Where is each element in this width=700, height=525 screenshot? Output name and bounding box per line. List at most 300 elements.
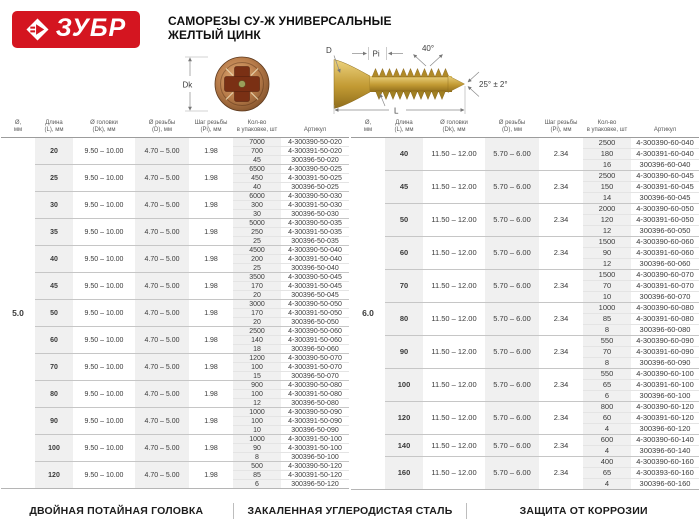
cell-quantity: 25 [233,264,281,273]
cell-article: 4-300390-50-020 [288,138,342,146]
brand-name: ЗУБР [55,14,127,42]
cell-thread-diameter: 5.70 – 6.00 [485,402,539,435]
cell-article: 300396-50-030 [281,210,349,219]
cell-thread-diameter: 4.70 – 5.00 [135,462,189,489]
cell-article: 300396-50-120 [281,480,349,489]
screw-head-top-view [215,57,269,111]
cell-article: 4-300391-50-020 [281,147,349,156]
spec-row [351,402,699,413]
cell-quantity: 12 [583,259,631,270]
cell-article: 4-300390-50-040 [281,246,349,255]
cell-thread-diameter: 5.70 – 6.00 [485,204,539,237]
cell-length: 90 [35,408,73,435]
cell-pitch: 1.98 [189,381,233,408]
cell-pitch: 1.98 [189,462,233,489]
cell-article: 4-300390-60-090 [631,336,699,347]
cell-article: 4-300391-60-080 [631,314,699,325]
cell-article: 4-300390-60-120 [631,402,699,413]
cell-quantity: 1500 [583,237,631,248]
cell-article: 4-300391-50-050 [281,309,349,318]
cell-quantity: 900 [233,381,281,390]
cell-article: 4-300391-50-120 [281,471,349,480]
cell-length: 50 [35,300,73,327]
col-header-length: Длина (L), мм [385,118,423,138]
col-header-length: Длина (L), мм [35,118,73,138]
cell-article: 4-300391-50-070 [281,363,349,372]
cell-quantity: 400 [583,457,631,468]
cell-quantity: 65 [583,380,631,391]
spec-row [351,303,699,314]
cell-article: 4-300390-60-080 [631,303,699,314]
cell-quantity: 6 [233,480,281,489]
cell-quantity: 4500 [233,246,281,255]
cell-quantity: 20 [233,291,281,300]
cell-quantity: 1500 [583,270,631,281]
cell-article: 300396-50-100 [281,453,349,462]
cell-head-diameter: 11.50 – 12.00 [431,149,477,159]
cell-thread-diameter: 4.70 – 5.00 [135,192,189,219]
cell-quantity: 65 [583,468,631,479]
cell-length: 40 [385,138,423,171]
col-header-article: Артикул [281,118,349,138]
cell-article: 4-300391-60-040 [631,149,699,160]
cell-quantity: 200 [233,255,281,264]
cell-head-diameter: 9.50 – 10.00 [73,246,135,273]
col-header-diameter: Ø, мм [1,118,35,138]
cell-article: 300396-50-020 [281,156,349,165]
spec-row [351,270,699,281]
cell-pitch: 1.98 [189,408,233,435]
cell-head-diameter: 9.50 – 10.00 [73,354,135,381]
cell-article: 4-300391-50-045 [281,282,349,291]
cell-head-diameter: 9.50 – 10.00 [73,327,135,354]
spec-row [1,435,349,444]
cell-article: 4-300391-60-100 [631,380,699,391]
cell-thread-diameter: 5.70 – 6.00 [485,138,539,171]
cell-pitch: 1.98 [189,300,233,327]
thread-angle-label: 40° [421,44,435,53]
cell-thread-diameter: 5.70 – 6.00 [485,171,539,204]
cell-quantity: 1000 [233,435,281,444]
cell-article: 4-300391-50-100 [281,435,349,444]
cell-length: 70 [385,270,423,303]
cell-quantity: 6000 [233,192,281,201]
cell-head-diameter: 9.50 – 10.00 [73,192,135,219]
cell-pitch: 1.98 [189,273,233,300]
spec-row [351,369,699,380]
cell-head-diameter: 11.50 – 12.00 [423,171,485,204]
cell-head-diameter: 11.50 – 12.00 [423,270,485,303]
footer-feature-head: ДВОЙНАЯ ПОТАЙНАЯ ГОЛОВКА [29,504,204,517]
cell-article: 4-300390-50-060 [281,327,349,336]
d-label: D [326,46,332,55]
cell-article: 300396-50-070 [281,372,349,381]
cell-length: 70 [35,354,73,381]
cell-quantity: 15 [233,372,281,381]
cell-pitch: 2.34 [539,402,583,435]
footer-feature-corrosion: ЗАЩИТА ОТ КОРРОЗИИ [519,504,648,517]
cell-quantity: 20 [233,318,281,327]
cell-quantity: 170 [233,309,281,318]
cell-head-diameter: 9.50 – 10.00 [73,408,135,435]
cell-thread-diameter: 5.70 – 6.00 [485,369,539,402]
cell-article: 4-300390-50-030 [281,192,349,201]
cell-length: 40 [35,246,73,273]
cell-pitch: 1.98 [189,246,233,273]
col-header-head-diameter: Ø головки (Dk), мм [423,118,485,138]
page-title [168,14,392,42]
cell-pitch: 2.34 [539,204,583,237]
cell-length: 100 [35,435,73,462]
pi-label: Pi [372,49,380,59]
spec-row [351,204,699,215]
cell-head-diameter: 9.50 – 10.00 [73,462,135,489]
cell-quantity: 550 [583,336,631,347]
cell-article: 4-300391-50-035 [281,228,349,237]
cell-article: 4-300390-60-045 [631,171,699,182]
cell-pitch: 2.34 [539,303,583,336]
cell-thread-diameter: 5.70 – 6.00 [485,303,539,336]
cell-article: 4-300390-60-070 [631,270,699,281]
cell-article: 300396-50-050 [281,318,349,327]
cell-length: 45 [385,171,423,204]
cell-article: 4-300390-50-080 [281,381,349,390]
cell-article: 4-300391-60-050 [631,215,699,226]
cell-quantity: 25 [233,237,281,246]
col-header-diameter: Ø, мм [351,118,385,138]
cell-article: 300396-50-040 [281,264,349,273]
cell-article: 4-300391-60-120 [631,413,699,424]
cell-head-diameter: 11.50 – 12.00 [423,435,485,457]
cell-quantity: 600 [583,435,631,446]
cell-thread-diameter: 4.70 – 5.00 [135,138,189,165]
cell-article: 300396-60-045 [631,193,699,204]
cell-quantity: 1000 [583,303,631,314]
spec-row [1,300,349,309]
technical-drawing [182,40,518,120]
cell-length: 140 [385,435,423,457]
cell-article: 4-300390-60-140 [631,435,699,446]
cell-thread-diameter: 4.70 – 5.00 [135,165,189,192]
pitch-dimension [352,47,403,60]
cell-quantity: 85 [583,314,631,325]
cell-head-diameter: 9.50 – 10.00 [84,147,124,155]
dk-label: Dk [182,80,193,90]
cell-pitch: 2.34 [539,435,583,457]
cell-article: 4-300390-60-060 [631,237,699,248]
cell-quantity: 2500 [583,138,631,149]
cell-article: 300396-60-140 [631,446,699,457]
cell-article: 300396-60-050 [631,226,699,237]
spec-row [351,336,699,347]
cell-pitch: 2.34 [539,171,583,204]
cell-thread-diameter: 5.70 – 6.00 [485,336,539,369]
page-title-line2: ЖЕЛТЫЙ ЦИНК [168,28,261,42]
cell-length: 35 [35,219,73,246]
cell-thread-diameter: 4.70 – 5.00 [135,435,189,462]
cell-thread-diameter: 5.70 – 6.00 [485,237,539,270]
cell-quantity: 8 [233,453,281,462]
cell-length: 80 [35,381,73,408]
cell-article: 300396-50-080 [281,399,349,408]
cell-quantity: 90 [583,248,631,259]
cell-quantity: 7000 [233,138,281,147]
cell-quantity: 150 [583,182,631,193]
spec-row [1,381,349,390]
cell-article: 4-300390-60-100 [631,369,699,380]
cell-length: 60 [385,237,423,270]
cell-quantity: 1200 [233,354,281,363]
cell-quantity: 2500 [583,171,631,182]
spec-row [1,408,349,417]
cell-head-diameter: 11.50 – 12.00 [423,204,485,237]
cell-quantity: 6500 [233,165,281,174]
cell-quantity: 500 [233,462,281,471]
cell-length: 90 [385,336,423,369]
cell-quantity: 5000 [233,219,281,228]
cell-article: 4-300390-60-040 [636,138,694,148]
cell-quantity: 1000 [233,408,281,417]
cell-head-diameter: 11.50 – 12.00 [423,237,485,270]
head-diameter-dimension [183,57,209,111]
spec-row [1,192,349,201]
zubr-arrow-icon [26,18,49,41]
cell-thread-diameter: 4.70 – 5.00 [135,300,189,327]
cell-quantity: 100 [233,363,281,372]
brand-logo [12,11,140,48]
cell-pitch: 2.34 [539,457,583,490]
cell-article: 4-300391-60-045 [631,182,699,193]
spec-row [351,237,699,248]
cell-quantity: 100 [233,417,281,426]
cell-article: 300396-50-090 [281,426,349,435]
spec-table-6mm [351,118,699,490]
cell-thread-diameter: 4.70 – 5.00 [135,408,189,435]
cell-head-diameter: 11.50 – 12.00 [423,336,485,369]
spec-row [1,327,349,336]
spec-row [351,457,699,468]
spec-row [351,138,699,149]
cell-length: 80 [385,303,423,336]
cell-quantity: 8 [583,358,631,369]
cell-quantity: 70 [583,281,631,292]
cell-head-diameter: 9.50 – 10.00 [73,300,135,327]
cell-quantity: 2000 [583,204,631,215]
cell-article: 4-300390-50-025 [281,165,349,174]
cell-length: 45 [35,273,73,300]
cell-article: 300396-60-100 [631,391,699,402]
cell-quantity: 12 [233,399,281,408]
col-header-thread-diameter: Ø резьбы (D), мм [485,118,539,138]
cell-thread-diameter: 4.70 – 5.00 [135,381,189,408]
cell-pitch: 1.98 [189,354,233,381]
cell-article: 300396-50-035 [281,237,349,246]
cell-quantity: 700 [233,147,281,156]
col-header-pitch: Шаг резьбы (Pi), мм [189,118,233,138]
cell-article: 300396-60-160 [631,479,699,490]
cell-length: 50 [385,204,423,237]
thread-angle-dimension [414,44,443,66]
spec-row [1,354,349,363]
cell-article: 4-300390-50-050 [281,300,349,309]
cell-quantity: 40 [233,183,281,192]
cell-article: 4-300390-50-120 [281,462,349,471]
cell-thread-diameter: 4.70 – 5.00 [135,273,189,300]
cell-pitch: 1.98 [189,219,233,246]
cell-quantity: 180 [583,149,631,160]
cell-article: 300396-60-060 [631,259,699,270]
cell-quantity: 120 [583,215,631,226]
spec-row [351,435,699,446]
cell-quantity: 800 [583,402,631,413]
cell-length: 20 [35,138,73,165]
cell-article: 4-300390-60-050 [631,204,699,215]
cell-article: 300396-60-090 [631,358,699,369]
cell-article: 4-300391-50-080 [281,390,349,399]
cell-pitch: 2.34 [539,336,583,369]
l-label: L [394,106,399,116]
cell-thread-diameter: 4.70 – 5.00 [135,219,189,246]
cell-quantity: 14 [583,193,631,204]
page-title-line1: САМОРЕЗЫ СУ-Ж УНИВЕРСАЛЬНЫЕ [168,14,392,28]
spec-row [1,138,349,147]
cell-quantity: 45 [233,156,281,165]
cell-quantity: 100 [233,390,281,399]
cell-length: 120 [385,402,423,435]
footer-feature-steel: ЗАКАЛЕННАЯ УГЛЕРОДИСТАЯ СТАЛЬ [247,504,453,517]
cell-head-diameter: 11.50 – 12.00 [423,303,485,336]
cell-thread-diameter: 5.70 – 6.00 [485,457,539,490]
cell-quantity: 10 [233,426,281,435]
cell-pitch: 1.98 [189,192,233,219]
cell-pitch: 2.34 [539,369,583,402]
spec-row [1,246,349,255]
cell-article: 4-300391-50-090 [281,417,349,426]
cell-quantity: 250 [233,228,281,237]
col-header-qty: Кол-во в упаковке, шт [233,118,281,138]
cell-quantity: 300 [233,201,281,210]
cell-thread-diameter: 4.70 – 5.00 [135,354,189,381]
cell-quantity: 170 [233,282,281,291]
cell-quantity: 60 [583,413,631,424]
cell-quantity: 4 [583,424,631,435]
cell-article: 4-300391-50-060 [281,336,349,345]
cell-quantity: 30 [233,210,281,219]
col-header-pitch: Шаг резьбы (Pi), мм [539,118,583,138]
cell-length: 100 [385,369,423,402]
col-header-head-diameter: Ø головки (Dk), мм [73,118,135,138]
cell-article: 4-300391-50-025 [281,174,349,183]
footer-features [0,496,700,525]
cell-head-diameter: 9.50 – 10.00 [73,165,135,192]
spec-row [1,273,349,282]
cell-quantity: 6 [583,391,631,402]
cell-length: 30 [35,192,73,219]
cell-length: 160 [385,457,423,490]
cell-article: 300396-60-070 [631,292,699,303]
cell-diameter: 5.0 [12,307,24,318]
cell-head-diameter: 9.50 – 10.00 [73,219,135,246]
cell-pitch: 2.34 [553,149,569,159]
cell-length: 120 [35,462,73,489]
tip-angle-dimension [468,72,508,97]
cell-head-diameter: 9.50 – 10.00 [73,273,135,300]
cell-article: 4-300390-50-090 [281,408,349,417]
cell-length: 25 [35,165,73,192]
col-header-thread-diameter: Ø резьбы (D), мм [135,118,189,138]
cell-head-diameter: 11.50 – 12.00 [423,402,485,435]
cell-quantity: 450 [233,174,281,183]
cell-article: 4-300390-50-045 [281,273,349,282]
cell-thread-diameter: 5.70 – 6.00 [485,435,539,457]
cell-quantity: 140 [233,336,281,345]
cell-article: 300396-50-025 [281,183,349,192]
cell-pitch: 2.34 [539,237,583,270]
cell-head-diameter: 9.50 – 10.00 [73,435,135,462]
cell-head-diameter: 11.50 – 12.00 [423,457,485,490]
cell-quantity: 90 [233,444,281,453]
cell-article: 4-300390-50-070 [281,354,349,363]
spec-row [351,171,699,182]
cell-article: 300396-60-040 [631,160,699,171]
spec-table-6mm-header [351,118,699,138]
cell-quantity: 16 [583,160,631,171]
cell-quantity: 12 [583,226,631,237]
cell-article: 300396-60-120 [631,424,699,435]
tip-angle-label: 25° ± 2° [479,80,508,89]
cell-quantity: 70 [583,347,631,358]
cell-thread-diameter: 5.70 – 6.00 [485,270,539,303]
cell-quantity: 8 [583,325,631,336]
cell-head-diameter: 11.50 – 12.00 [423,369,485,402]
col-header-qty: Кол-во в упаковке, шт [583,118,631,138]
cell-article: 4-300391-60-060 [631,248,699,259]
cell-article: 4-300391-60-070 [631,281,699,292]
cell-quantity: 18 [233,345,281,354]
cell-article: 4-300391-50-100 [281,444,349,453]
cell-quantity: 10 [583,292,631,303]
screw-side-view [334,60,465,109]
cell-head-diameter: 9.50 – 10.00 [73,381,135,408]
cell-quantity: 3000 [233,300,281,309]
spec-table-5mm-header [1,118,349,138]
col-header-article: Артикул [631,118,699,138]
cell-pitch: 1.98 [189,327,233,354]
cell-quantity: 4 [583,479,631,490]
cell-quantity: 3500 [233,273,281,282]
cell-quantity: 4 [583,446,631,457]
cell-length: 60 [35,327,73,354]
cell-article: 4-300391-50-030 [281,201,349,210]
cell-article: 4-300390-50-035 [281,219,349,228]
cell-quantity: 550 [583,369,631,380]
cell-thread-diameter: 4.70 – 5.00 [135,327,189,354]
cell-diameter: 6.0 [362,308,374,319]
cell-article: 300396-50-060 [281,345,349,354]
spec-row [1,165,349,174]
cell-pitch: 1.98 [189,435,233,462]
spec-table-5mm [1,118,349,489]
cell-thread-diameter: 4.70 – 5.00 [135,246,189,273]
cell-article: 300396-60-080 [631,325,699,336]
cell-article: 4-300391-60-090 [631,347,699,358]
cell-pitch: 1.98 [204,147,218,155]
cell-pitch: 1.98 [189,165,233,192]
cell-pitch: 2.34 [539,270,583,303]
cell-article: 300396-50-045 [281,291,349,300]
cell-quantity: 2500 [233,327,281,336]
cell-article: 4-300390-60-160 [631,457,699,468]
